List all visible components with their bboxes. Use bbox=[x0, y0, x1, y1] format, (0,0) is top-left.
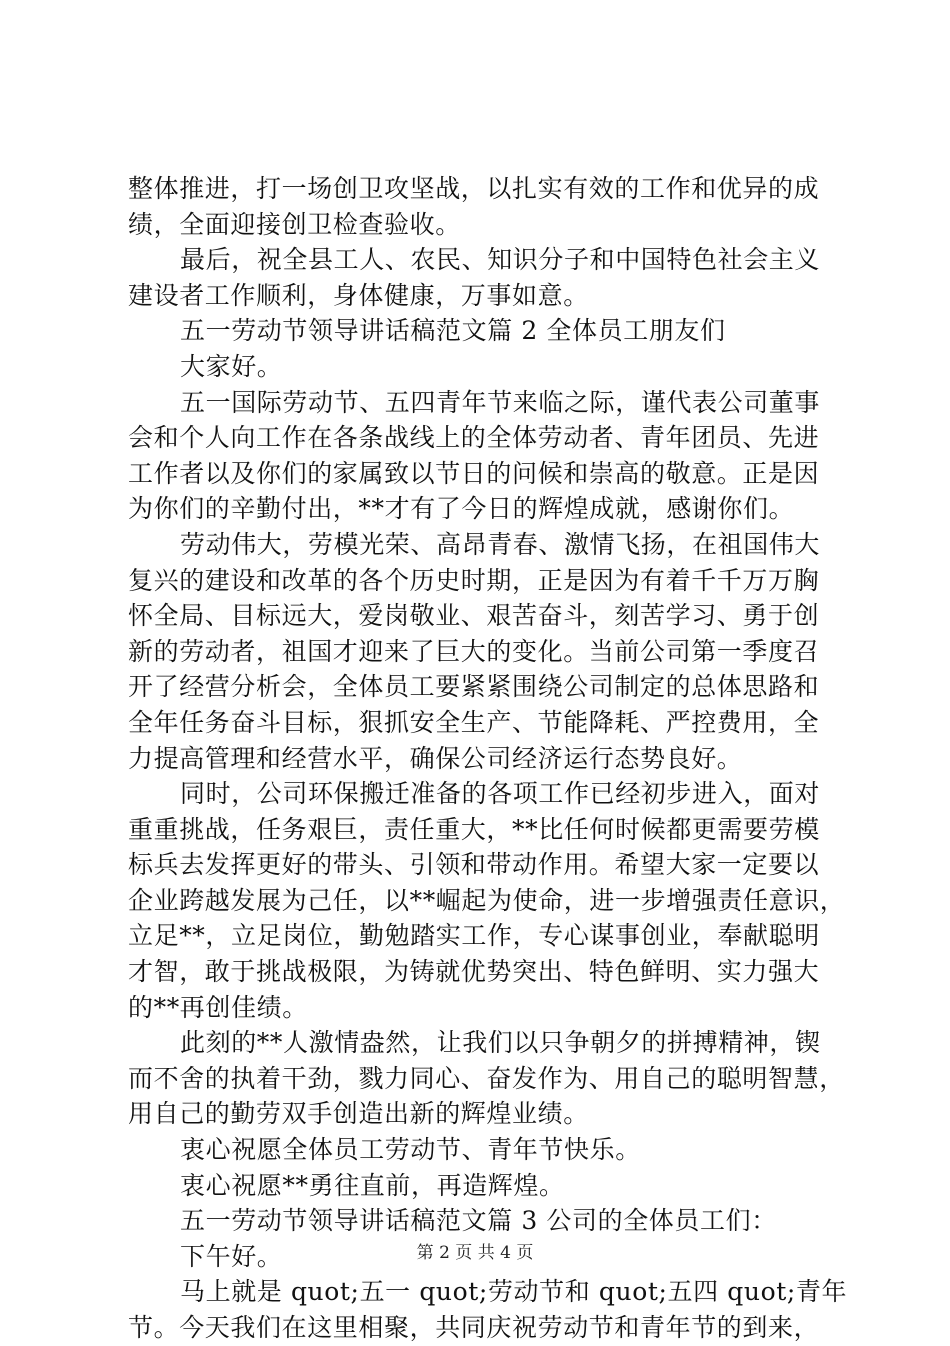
text-line: 力提高管理和经营水平，确保公司经济运行态势良好。 bbox=[128, 743, 743, 773]
text-line: 五一劳动节领导讲话稿范文篇 3 公司的全体员工们： bbox=[180, 1206, 777, 1236]
text-line: 立足**，立足岗位，勤勉踏实工作，专心谋事创业，奉献聪明 bbox=[128, 921, 820, 951]
text-line: 全年任务奋斗目标，狠抓安全生产、节能降耗、严控费用，全 bbox=[128, 707, 820, 737]
text-line: 五一国际劳动节、五四青年节来临之际，谨代表公司董事 bbox=[180, 387, 821, 417]
text-line: 衷心祝愿**勇往直前，再造辉煌。 bbox=[180, 1170, 565, 1200]
text-line: 同时，公司环保搬迁准备的各项工作已经初步进入，面对 bbox=[180, 779, 821, 809]
text-line: 用自己的勤劳双手创造出新的辉煌业绩。 bbox=[128, 1099, 589, 1129]
text-line: 整体推进，打一场创卫攻坚战，以扎实有效的工作和优异的成 bbox=[128, 174, 820, 203]
text-line: 建设者工作顺利，身体健康，万事如意。 bbox=[128, 280, 589, 310]
text-line: 企业跨越发展为己任，以**崛起为使命，进一步增强责任意识， bbox=[128, 885, 846, 915]
document-body bbox=[128, 171, 848, 1346]
text-line: 会和个人向工作在各条战线上的全体劳动者、青年团员、先进 bbox=[128, 423, 820, 453]
page-footer: 第 2 页 共 4 页 bbox=[416, 1243, 534, 1263]
text-line: 马上就是 quot;五一 quot;劳动节和 quot;五四 quot;青年 bbox=[180, 1277, 848, 1307]
text-line: 衷心祝愿全体员工劳动节、青年节快乐。 bbox=[180, 1135, 641, 1165]
text-line: 下午好。 bbox=[180, 1241, 283, 1271]
text-line: 大家好。 bbox=[180, 351, 283, 381]
text-line: 的**再创佳绩。 bbox=[128, 992, 308, 1022]
text-line: 为你们的辛勤付出，**才有了今日的辉煌成就，感谢你们。 bbox=[128, 494, 795, 524]
text-line: 此刻的**人激情盎然，让我们以只争朝夕的拼搏精神，锲 bbox=[180, 1028, 821, 1058]
text-line: 绩，全面迎接创卫检查验收。 bbox=[128, 209, 461, 239]
text-line: 劳动伟大，劳模光荣、高昂青春、激情飞扬，在祖国伟大 bbox=[180, 529, 821, 559]
text-line: 节。今天我们在这里相聚，共同庆祝劳动节和青年节的到来， bbox=[128, 1313, 820, 1342]
text-line: 重重挑战，任务艰巨，责任重大，**比任何时候都更需要劳模 bbox=[128, 814, 820, 844]
text-line: 开了经营分析会，全体员工要紧紧围绕公司制定的总体思路和 bbox=[128, 672, 820, 702]
text-line: 而不舍的执着干劲，戮力同心、奋发作为、用自己的聪明智慧， bbox=[128, 1063, 845, 1093]
text-line: 复兴的建设和改革的各个历史时期，正是因为有着千千万万胸 bbox=[128, 565, 820, 595]
text-line: 新的劳动者，祖国才迎来了巨大的变化。当前公司第一季度召 bbox=[128, 636, 820, 666]
text-line: 怀全局、目标远大，爱岗敬业、艰苦奋斗，刻苦学习、勇于创 bbox=[128, 601, 820, 631]
text-line: 标兵去发挥更好的带头、引领和带动作用。希望大家一定要以 bbox=[128, 850, 820, 880]
text-line: 五一劳动节领导讲话稿范文篇 2 全体员工朋友们 bbox=[180, 316, 726, 346]
text-line: 最后，祝全县工人、农民、知识分子和中国特色社会主义 bbox=[180, 245, 821, 275]
text-line: 工作者以及你们的家属致以节日的问候和崇高的敬意。正是因 bbox=[128, 458, 820, 488]
text-line: 才智，敢于挑战极限，为铸就优势突出、特色鲜明、实力强大 bbox=[128, 957, 820, 987]
